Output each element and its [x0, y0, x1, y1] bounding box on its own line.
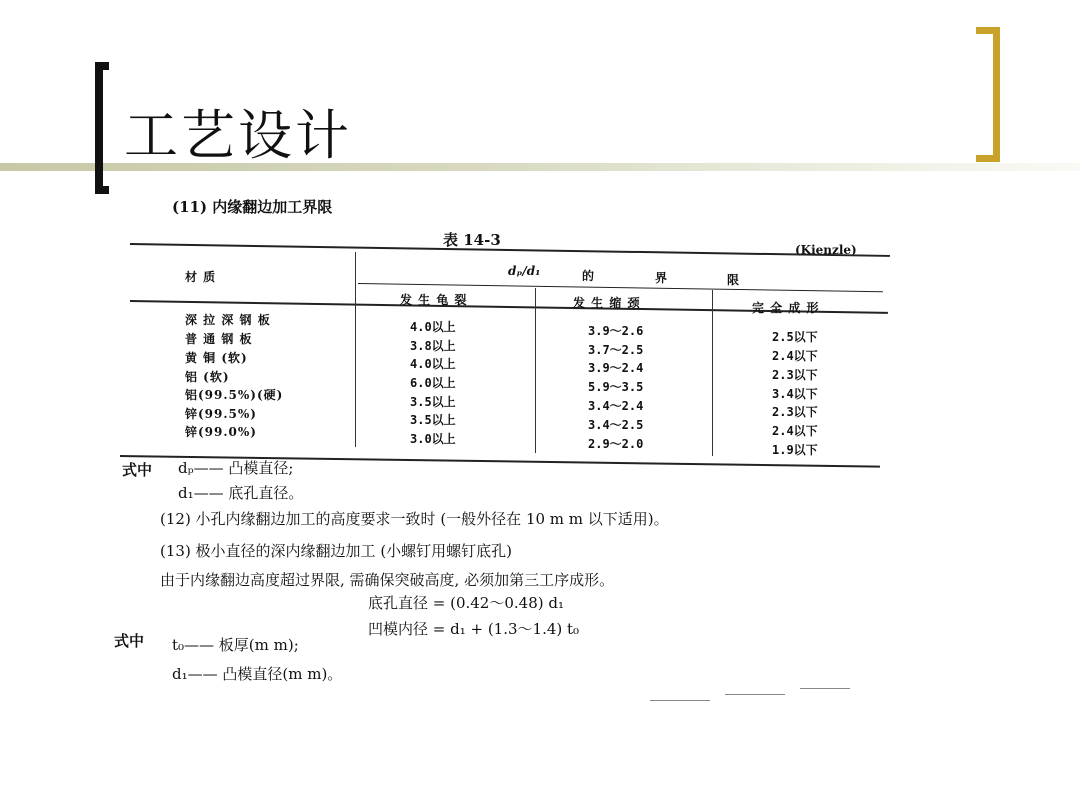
table-cell-neck: 2.9～2.0 — [588, 437, 644, 451]
table-row-material: 铝(99.5%)(硬) — [185, 388, 284, 402]
notes2-label: 式中 — [114, 632, 145, 650]
table-row-material: 锌(99.5%) — [185, 407, 257, 421]
table-cell-crack: 3.0以上 — [410, 432, 456, 446]
table-cell-crack: 3.8以上 — [410, 339, 456, 353]
table-cell-full: 2.4以下 — [772, 424, 818, 438]
header-limit-de: 的 — [582, 269, 595, 283]
header-material: 材 质 — [185, 270, 217, 284]
scan-mark — [650, 700, 710, 701]
notes1-line2: d₁—— 底孔直径。 — [178, 484, 304, 502]
table-cell-neck: 3.7～2.5 — [588, 343, 644, 357]
table-divider-crack — [535, 288, 536, 453]
table-cell-crack: 6.0以上 — [410, 376, 456, 390]
section-13-heading: (13) 极小直径的深内缘翻边加工 (小螺钉用螺钉底孔) — [160, 542, 513, 560]
table-cell-full: 2.5以下 — [772, 330, 818, 344]
notes2-line2: d₁—— 凸模直径(m m)。 — [172, 665, 343, 683]
table-cell-crack: 4.0以上 — [410, 357, 456, 371]
header-col-neck: 发 生 缩 颈 — [573, 296, 641, 310]
section-13-body: 由于内缘翻边高度超过界限, 需确保突破高度, 必须加第三工序成形。 — [160, 571, 615, 589]
right-bracket-decoration — [976, 27, 1000, 162]
table-cell-crack: 4.0以上 — [410, 320, 456, 334]
table-row-material: 普 通 钢 板 — [185, 332, 253, 346]
table-caption: 表 14-3 — [443, 231, 501, 249]
header-limit-xian: 限 — [727, 273, 740, 287]
section-11-heading: (11) 内缘翻边加工界限 — [172, 198, 333, 216]
table-source: (Kienzle) — [795, 243, 857, 257]
table-row-material: 深 拉 深 钢 板 — [185, 313, 271, 327]
table-cell-full: 1.9以下 — [772, 443, 818, 457]
table-cell-crack: 3.5以上 — [410, 413, 456, 427]
header-col-full: 完 全 成 形 — [752, 301, 820, 315]
table-row-material: 锌(99.0%) — [185, 425, 257, 439]
table-cell-neck: 3.4～2.4 — [588, 399, 644, 413]
table-cell-neck: 5.9～3.5 — [588, 380, 644, 394]
table-top-rule — [130, 243, 890, 257]
table-row-material: 黄 铜 (软) — [185, 351, 248, 365]
scan-mark — [800, 688, 850, 689]
table-divider-neck — [712, 290, 713, 456]
table-cell-neck: 3.4～2.5 — [588, 418, 644, 432]
table-cell-neck: 3.9～2.6 — [588, 324, 644, 338]
header-limit-jie: 界 — [655, 271, 668, 285]
header-col-crack: 发 生 龟 裂 — [400, 293, 468, 307]
table-cell-crack: 3.5以上 — [410, 395, 456, 409]
notes1-line1: dₚ—— 凸模直径; — [178, 459, 294, 477]
header-limit-symbol: dₚ/d₁ — [508, 264, 541, 278]
formula-die-diameter: 凹模内径 = d₁ + (1.3～1.4) t₀ — [368, 620, 580, 638]
formula-bottom-hole: 底孔直径 = (0.42～0.48) d₁ — [368, 594, 564, 612]
table-cell-full: 2.3以下 — [772, 368, 818, 382]
table-row-material: 铝 (软) — [185, 370, 230, 384]
scan-mark — [725, 694, 785, 695]
table-cell-full: 2.4以下 — [772, 349, 818, 363]
left-bracket-decoration — [95, 62, 109, 194]
notes1-label: 式中 — [122, 461, 153, 479]
section-12: (12) 小孔内缘翻边加工的高度要求一致时 (一般外径在 10 m m 以下适用)。 — [160, 510, 669, 528]
notes2-line1: t₀—— 板厚(m m); — [172, 636, 299, 654]
slide-title: 工艺设计 — [124, 104, 352, 167]
table-cell-full: 2.3以下 — [772, 405, 818, 419]
table-divider-material — [355, 252, 356, 447]
table-cell-full: 3.4以下 — [772, 387, 818, 401]
table-cell-neck: 3.9～2.4 — [588, 361, 644, 375]
